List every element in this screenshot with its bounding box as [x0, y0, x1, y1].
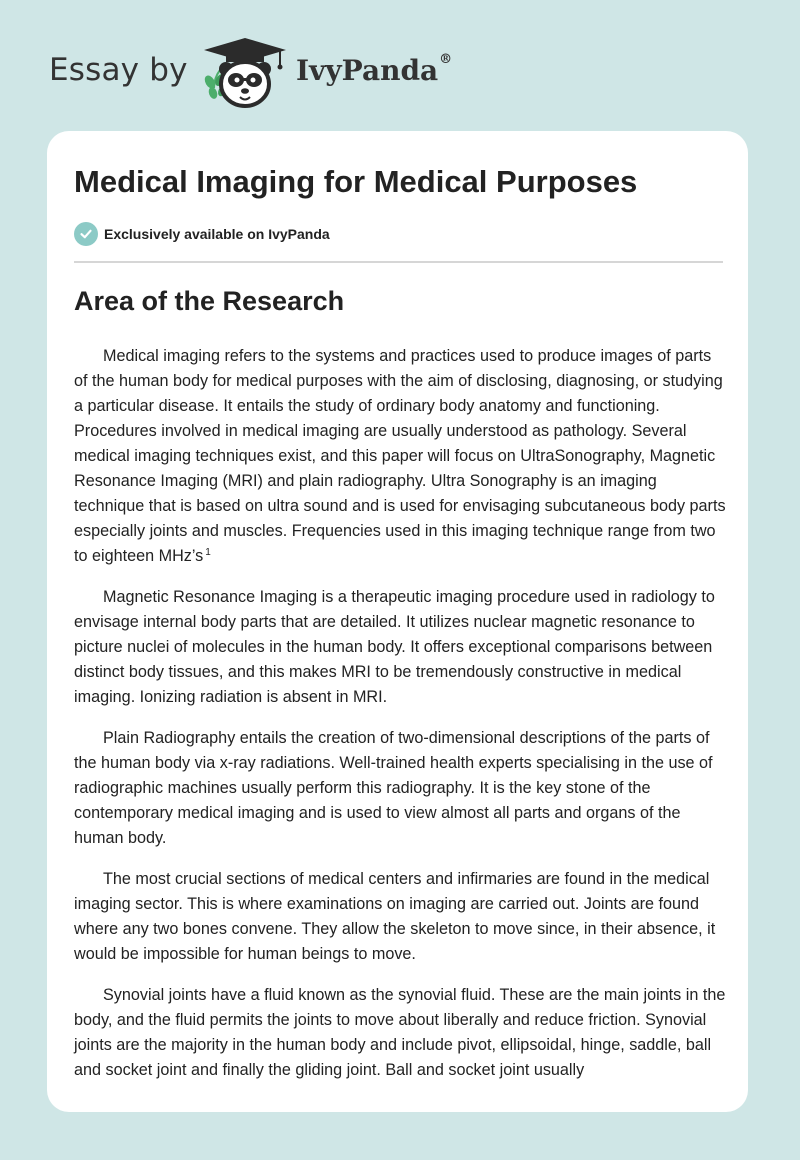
divider — [74, 261, 723, 263]
exclusive-badge-label: Exclusively available on IvyPanda — [104, 226, 330, 242]
article-body — [74, 344, 726, 1099]
paragraph: Plain Radiography entails the creation of two-dimensional descriptions of the parts of the human body via x-ray radiations. Well-trained health experts specialising in the use of radiographic machines usually perform this radiography. It is the key stone of the contemporary medical imaging and is used to view almost all parts and organs of the human body. — [74, 729, 713, 847]
exclusive-badge — [74, 222, 330, 246]
check-circle-icon — [74, 222, 98, 246]
brand-prefix: Essay by — [49, 52, 188, 88]
footnote-ref[interactable]: 1 — [205, 547, 211, 558]
page-title: Medical Imaging for Medical Purposes — [74, 164, 638, 199]
paragraph — [74, 344, 726, 569]
panda-logo-icon[interactable] — [200, 36, 290, 110]
paragraph-text: Medical imaging refers to the systems and practices used to produce images of parts of the human body for medical purposes with the aim of disclosing, diagnosing, or studying a particular disease. It entails the study of ordinary body anatomy and functioning. Procedures involved in medical imaging are usually understood as pathology. Several medical imaging techniques exist, and this paper will focus on UltraSonography, Magnetic Resonance Imaging (MRI) and plain radiography. Ultra Sonography is an imaging technique that is based on ultra sound and is used for envisaging subcutaneous body parts especially joints and muscles. Frequencies used in this imaging technique range from two to eighteen MHz’s — [74, 347, 726, 565]
paragraph: The most crucial sections of medical centers and infirmaries are found in the medical imaging sector. This is where examinations on imaging are carried out. Joints are found where any two bones convene. They allow the skeleton to move since, in their absence, it would be impossible for human beings to move. — [74, 870, 716, 963]
brand-name-text: IvyPanda — [296, 54, 439, 87]
registered-mark: ® — [439, 52, 453, 67]
brand-name[interactable] — [296, 54, 452, 87]
paragraph: Synovial joints have a fluid known as the synovial fluid. These are the main joints in the body, and the fluid permits the joints to move about liberally and reduce friction. Synovial joints are the majority in the human body and include pivot, ellipsoidal, hinge, saddle, ball and socket joint and finally the gliding joint. Ball and socket joint usually — [74, 986, 726, 1079]
article-card — [47, 131, 748, 1112]
site-header — [0, 0, 800, 130]
section-heading: Area of the Research — [74, 286, 345, 316]
paragraph: Magnetic Resonance Imaging is a therapeutic imaging procedure used in radiology to envisage internal body parts that are detailed. It utilizes nuclear magnetic resonance to picture nuclei of molecules in the human body. It offers exceptional comparisons between distinct body tissues, and this makes MRI to be tremendously constructive in medical imaging. Ionizing radiation is absent in MRI. — [74, 588, 715, 706]
